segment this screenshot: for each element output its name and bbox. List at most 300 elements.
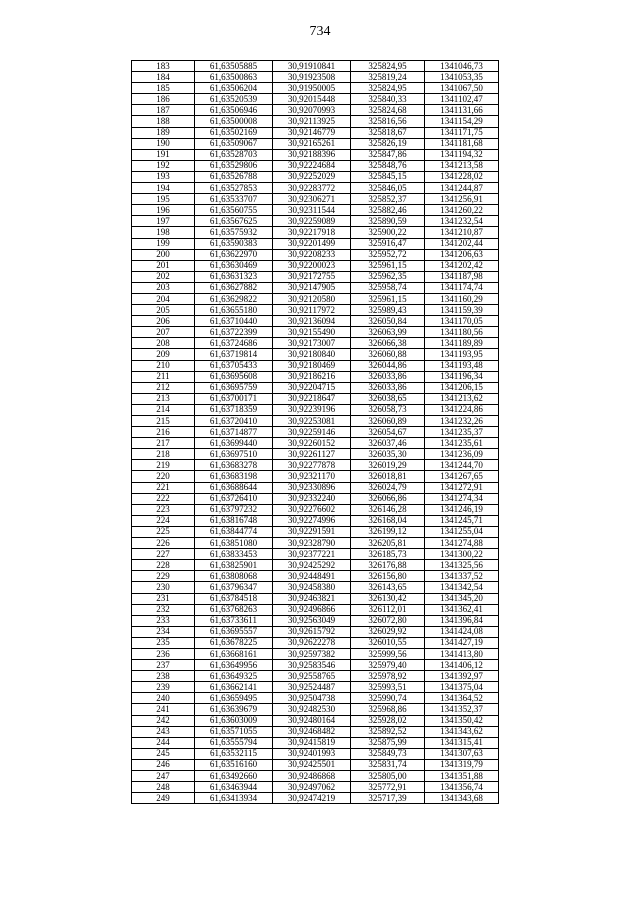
longitude-cell: 30,92136094	[273, 316, 351, 327]
table-row	[132, 504, 499, 515]
longitude-cell: 30,92458380	[273, 582, 351, 593]
point-number-cell: 185	[132, 83, 195, 94]
longitude-cell: 30,92117972	[273, 305, 351, 316]
x-coordinate-cell: 325824,95	[351, 61, 425, 72]
table-row	[132, 660, 499, 671]
point-number-cell: 206	[132, 316, 195, 327]
x-coordinate-cell: 325846,05	[351, 183, 425, 194]
x-coordinate-cell: 326033,86	[351, 371, 425, 382]
table-row	[132, 349, 499, 360]
longitude-cell: 30,91923508	[273, 72, 351, 83]
table-row	[132, 360, 499, 371]
table-row	[132, 582, 499, 593]
x-coordinate-cell: 325848,76	[351, 160, 425, 171]
latitude-cell: 61,63463944	[195, 782, 273, 793]
point-number-cell: 219	[132, 460, 195, 471]
point-number-cell: 248	[132, 782, 195, 793]
point-number-cell: 204	[132, 293, 195, 304]
latitude-cell: 61,63726410	[195, 493, 273, 504]
y-coordinate-cell: 1341171,75	[425, 127, 499, 138]
table-row	[132, 260, 499, 271]
longitude-cell: 30,92217918	[273, 227, 351, 238]
point-number-cell: 228	[132, 560, 195, 571]
x-coordinate-cell: 325952,72	[351, 249, 425, 260]
x-coordinate-cell: 325928,02	[351, 715, 425, 726]
longitude-cell: 30,92155490	[273, 327, 351, 338]
x-coordinate-cell: 325916,47	[351, 238, 425, 249]
longitude-cell: 30,92583546	[273, 660, 351, 671]
latitude-cell: 61,63683198	[195, 471, 273, 482]
longitude-cell: 30,92463821	[273, 593, 351, 604]
y-coordinate-cell: 1341406,12	[425, 660, 499, 671]
table-row	[132, 615, 499, 626]
longitude-cell: 30,92261127	[273, 449, 351, 460]
x-coordinate-cell: 325875,99	[351, 737, 425, 748]
latitude-cell: 61,63655180	[195, 305, 273, 316]
y-coordinate-cell: 1341345,20	[425, 593, 499, 604]
table-row	[132, 160, 499, 171]
latitude-cell: 61,63533707	[195, 194, 273, 205]
x-coordinate-cell: 325840,33	[351, 94, 425, 105]
latitude-cell: 61,63555794	[195, 737, 273, 748]
x-coordinate-cell: 325979,40	[351, 660, 425, 671]
latitude-cell: 61,63724686	[195, 338, 273, 349]
x-coordinate-cell: 325882,46	[351, 205, 425, 216]
point-number-cell: 201	[132, 260, 195, 271]
x-coordinate-cell: 325852,37	[351, 194, 425, 205]
x-coordinate-cell: 326063,99	[351, 327, 425, 338]
x-coordinate-cell: 325900,22	[351, 227, 425, 238]
point-number-cell: 234	[132, 626, 195, 637]
latitude-cell: 61,63688644	[195, 482, 273, 493]
latitude-cell: 61,63697510	[195, 449, 273, 460]
point-number-cell: 249	[132, 793, 195, 804]
latitude-cell: 61,63695557	[195, 626, 273, 637]
table-row	[132, 427, 499, 438]
x-coordinate-cell: 326037,46	[351, 438, 425, 449]
point-number-cell: 232	[132, 604, 195, 615]
x-coordinate-cell: 326199,12	[351, 526, 425, 537]
longitude-cell: 30,92486868	[273, 771, 351, 782]
y-coordinate-cell: 1341160,29	[425, 293, 499, 304]
latitude-cell: 61,63603009	[195, 715, 273, 726]
latitude-cell: 61,63700171	[195, 393, 273, 404]
y-coordinate-cell: 1341180,56	[425, 327, 499, 338]
latitude-cell: 61,63528703	[195, 149, 273, 160]
x-coordinate-cell: 326050,84	[351, 316, 425, 327]
longitude-cell: 30,92218647	[273, 393, 351, 404]
point-number-cell: 197	[132, 216, 195, 227]
table-row	[132, 83, 499, 94]
latitude-cell: 61,63768263	[195, 604, 273, 615]
y-coordinate-cell: 1341213,62	[425, 393, 499, 404]
point-number-cell: 224	[132, 515, 195, 526]
x-coordinate-cell: 325818,67	[351, 127, 425, 138]
y-coordinate-cell: 1341392,97	[425, 671, 499, 682]
point-number-cell: 220	[132, 471, 195, 482]
y-coordinate-cell: 1341193,95	[425, 349, 499, 360]
x-coordinate-cell: 326044,86	[351, 360, 425, 371]
table-row	[132, 538, 499, 549]
y-coordinate-cell: 1341274,88	[425, 538, 499, 549]
table-row	[132, 526, 499, 537]
table-row	[132, 249, 499, 260]
longitude-cell: 30,92615792	[273, 626, 351, 637]
latitude-cell: 61,63526788	[195, 171, 273, 182]
y-coordinate-cell: 1341245,71	[425, 515, 499, 526]
y-coordinate-cell: 1341255,04	[425, 526, 499, 537]
latitude-cell: 61,63527853	[195, 183, 273, 194]
point-number-cell: 244	[132, 737, 195, 748]
x-coordinate-cell: 325978,92	[351, 671, 425, 682]
y-coordinate-cell: 1341202,42	[425, 260, 499, 271]
table-row	[132, 183, 499, 194]
y-coordinate-cell: 1341356,74	[425, 782, 499, 793]
x-coordinate-cell: 326066,38	[351, 338, 425, 349]
x-coordinate-cell: 326029,92	[351, 626, 425, 637]
latitude-cell: 61,63714877	[195, 427, 273, 438]
point-number-cell: 209	[132, 349, 195, 360]
point-number-cell: 186	[132, 94, 195, 105]
x-coordinate-cell: 326060,88	[351, 349, 425, 360]
x-coordinate-cell: 325772,91	[351, 782, 425, 793]
longitude-cell: 30,92597382	[273, 648, 351, 659]
longitude-cell: 30,92224684	[273, 160, 351, 171]
point-number-cell: 208	[132, 338, 195, 349]
y-coordinate-cell: 1341213,58	[425, 160, 499, 171]
point-number-cell: 216	[132, 427, 195, 438]
latitude-cell: 61,63500008	[195, 116, 273, 127]
x-coordinate-cell: 326054,67	[351, 427, 425, 438]
x-coordinate-cell: 326146,28	[351, 504, 425, 515]
point-number-cell: 243	[132, 726, 195, 737]
table-row	[132, 271, 499, 282]
table-row	[132, 693, 499, 704]
longitude-cell: 30,92165261	[273, 138, 351, 149]
longitude-cell: 30,92306271	[273, 194, 351, 205]
latitude-cell: 61,63502169	[195, 127, 273, 138]
table-row	[132, 393, 499, 404]
longitude-cell: 30,91910841	[273, 61, 351, 72]
longitude-cell: 30,92277878	[273, 460, 351, 471]
longitude-cell: 30,92259089	[273, 216, 351, 227]
table-row	[132, 227, 499, 238]
table-row	[132, 493, 499, 504]
y-coordinate-cell: 1341343,68	[425, 793, 499, 804]
table-row	[132, 382, 499, 393]
longitude-cell: 30,92504738	[273, 693, 351, 704]
longitude-cell: 30,92330896	[273, 482, 351, 493]
point-number-cell: 218	[132, 449, 195, 460]
point-number-cell: 246	[132, 759, 195, 770]
longitude-cell: 30,92276602	[273, 504, 351, 515]
x-coordinate-cell: 325999,56	[351, 648, 425, 659]
latitude-cell: 61,63695759	[195, 382, 273, 393]
point-number-cell: 188	[132, 116, 195, 127]
point-number-cell: 190	[132, 138, 195, 149]
table-row	[132, 61, 499, 72]
y-coordinate-cell: 1341267,65	[425, 471, 499, 482]
y-coordinate-cell: 1341351,88	[425, 771, 499, 782]
x-coordinate-cell: 325845,15	[351, 171, 425, 182]
longitude-cell: 30,92425292	[273, 560, 351, 571]
y-coordinate-cell: 1341256,91	[425, 194, 499, 205]
x-coordinate-cell: 325892,52	[351, 726, 425, 737]
longitude-cell: 30,92558765	[273, 671, 351, 682]
point-number-cell: 200	[132, 249, 195, 260]
longitude-cell: 30,92147905	[273, 282, 351, 293]
y-coordinate-cell: 1341196,34	[425, 371, 499, 382]
y-coordinate-cell: 1341193,48	[425, 360, 499, 371]
latitude-cell: 61,63784518	[195, 593, 273, 604]
table-row	[132, 560, 499, 571]
x-coordinate-cell: 325717,39	[351, 793, 425, 804]
point-number-cell: 236	[132, 648, 195, 659]
x-coordinate-cell: 325968,86	[351, 704, 425, 715]
table-row	[132, 637, 499, 648]
latitude-cell: 61,63733611	[195, 615, 273, 626]
longitude-cell: 30,92482530	[273, 704, 351, 715]
x-coordinate-cell: 325962,35	[351, 271, 425, 282]
y-coordinate-cell: 1341362,41	[425, 604, 499, 615]
table-row	[132, 194, 499, 205]
latitude-cell: 61,63639679	[195, 704, 273, 715]
latitude-cell: 61,63532115	[195, 748, 273, 759]
latitude-cell: 61,63627882	[195, 282, 273, 293]
table-row	[132, 460, 499, 471]
latitude-cell: 61,63833453	[195, 549, 273, 560]
point-number-cell: 202	[132, 271, 195, 282]
x-coordinate-cell: 326112,01	[351, 604, 425, 615]
y-coordinate-cell: 1341174,74	[425, 282, 499, 293]
y-coordinate-cell: 1341319,79	[425, 759, 499, 770]
table-row	[132, 116, 499, 127]
longitude-cell: 30,92259146	[273, 427, 351, 438]
latitude-cell: 61,63662141	[195, 682, 273, 693]
table-row	[132, 737, 499, 748]
latitude-cell: 61,63622970	[195, 249, 273, 260]
table-row	[132, 648, 499, 659]
table-row	[132, 593, 499, 604]
latitude-cell: 61,63505885	[195, 61, 273, 72]
latitude-cell: 61,63560755	[195, 205, 273, 216]
point-number-cell: 230	[132, 582, 195, 593]
x-coordinate-cell: 325824,68	[351, 105, 425, 116]
latitude-cell: 61,63722399	[195, 327, 273, 338]
latitude-cell: 61,63649956	[195, 660, 273, 671]
latitude-cell: 61,63816748	[195, 515, 273, 526]
latitude-cell: 61,63796347	[195, 582, 273, 593]
y-coordinate-cell: 1341210,87	[425, 227, 499, 238]
table-row	[132, 371, 499, 382]
table-row	[132, 626, 499, 637]
latitude-cell: 61,63509067	[195, 138, 273, 149]
y-coordinate-cell: 1341260,22	[425, 205, 499, 216]
y-coordinate-cell: 1341224,86	[425, 404, 499, 415]
point-number-cell: 227	[132, 549, 195, 560]
longitude-cell: 30,92173007	[273, 338, 351, 349]
longitude-cell: 30,92332240	[273, 493, 351, 504]
longitude-cell: 30,92401993	[273, 748, 351, 759]
table-row	[132, 438, 499, 449]
y-coordinate-cell: 1341244,70	[425, 460, 499, 471]
latitude-cell: 61,63631323	[195, 271, 273, 282]
latitude-cell: 61,63844774	[195, 526, 273, 537]
longitude-cell: 30,92524487	[273, 682, 351, 693]
longitude-cell: 30,92283772	[273, 183, 351, 194]
point-number-cell: 222	[132, 493, 195, 504]
y-coordinate-cell: 1341244,87	[425, 183, 499, 194]
longitude-cell: 30,92188396	[273, 149, 351, 160]
latitude-cell: 61,63516160	[195, 759, 273, 770]
x-coordinate-cell: 326058,73	[351, 404, 425, 415]
x-coordinate-cell: 325961,15	[351, 293, 425, 304]
table-row	[132, 782, 499, 793]
y-coordinate-cell: 1341236,09	[425, 449, 499, 460]
latitude-cell: 61,63699440	[195, 438, 273, 449]
longitude-cell: 30,92260152	[273, 438, 351, 449]
table-row	[132, 715, 499, 726]
x-coordinate-cell: 325826,19	[351, 138, 425, 149]
point-number-cell: 237	[132, 660, 195, 671]
longitude-cell: 30,92311544	[273, 205, 351, 216]
latitude-cell: 61,63808068	[195, 571, 273, 582]
x-coordinate-cell: 326060,89	[351, 416, 425, 427]
y-coordinate-cell: 1341067,50	[425, 83, 499, 94]
x-coordinate-cell: 326024,79	[351, 482, 425, 493]
longitude-cell: 30,92015448	[273, 94, 351, 105]
longitude-cell: 30,92377221	[273, 549, 351, 560]
point-number-cell: 226	[132, 538, 195, 549]
table-row	[132, 127, 499, 138]
longitude-cell: 30,92180469	[273, 360, 351, 371]
point-number-cell: 223	[132, 504, 195, 515]
latitude-cell: 61,63718359	[195, 404, 273, 415]
y-coordinate-cell: 1341131,66	[425, 105, 499, 116]
x-coordinate-cell: 325989,43	[351, 305, 425, 316]
y-coordinate-cell: 1341337,52	[425, 571, 499, 582]
latitude-cell: 61,63529806	[195, 160, 273, 171]
point-number-cell: 207	[132, 327, 195, 338]
y-coordinate-cell: 1341189,89	[425, 338, 499, 349]
y-coordinate-cell: 1341342,54	[425, 582, 499, 593]
longitude-cell: 30,92113925	[273, 116, 351, 127]
y-coordinate-cell: 1341235,61	[425, 438, 499, 449]
y-coordinate-cell: 1341307,63	[425, 748, 499, 759]
y-coordinate-cell: 1341102,47	[425, 94, 499, 105]
y-coordinate-cell: 1341232,54	[425, 216, 499, 227]
x-coordinate-cell: 326156,80	[351, 571, 425, 582]
x-coordinate-cell: 326143,65	[351, 582, 425, 593]
longitude-cell: 30,92321170	[273, 471, 351, 482]
longitude-cell: 30,92474219	[273, 793, 351, 804]
x-coordinate-cell: 325961,15	[351, 260, 425, 271]
table-row	[132, 216, 499, 227]
latitude-cell: 61,63567625	[195, 216, 273, 227]
x-coordinate-cell: 326130,42	[351, 593, 425, 604]
point-number-cell: 183	[132, 61, 195, 72]
latitude-cell: 61,63695608	[195, 371, 273, 382]
point-number-cell: 229	[132, 571, 195, 582]
point-number-cell: 191	[132, 149, 195, 160]
x-coordinate-cell: 326010,55	[351, 637, 425, 648]
latitude-cell: 61,63590383	[195, 238, 273, 249]
point-number-cell: 187	[132, 105, 195, 116]
longitude-cell: 30,92201499	[273, 238, 351, 249]
table-row	[132, 404, 499, 415]
point-number-cell: 221	[132, 482, 195, 493]
longitude-cell: 30,91950005	[273, 83, 351, 94]
y-coordinate-cell: 1341187,98	[425, 271, 499, 282]
latitude-cell: 61,63851080	[195, 538, 273, 549]
point-number-cell: 192	[132, 160, 195, 171]
table-row	[132, 149, 499, 160]
point-number-cell: 214	[132, 404, 195, 415]
longitude-cell: 30,92425501	[273, 759, 351, 770]
table-row	[132, 604, 499, 615]
longitude-cell: 30,92146779	[273, 127, 351, 138]
table-row	[132, 316, 499, 327]
table-row	[132, 171, 499, 182]
y-coordinate-cell: 1341154,29	[425, 116, 499, 127]
point-number-cell: 210	[132, 360, 195, 371]
table-row	[132, 571, 499, 582]
latitude-cell: 61,63683278	[195, 460, 273, 471]
table-row	[132, 471, 499, 482]
table-row	[132, 238, 499, 249]
x-coordinate-cell: 325847,86	[351, 149, 425, 160]
y-coordinate-cell: 1341364,52	[425, 693, 499, 704]
table-row	[132, 94, 499, 105]
x-coordinate-cell: 326185,73	[351, 549, 425, 560]
y-coordinate-cell: 1341375,04	[425, 682, 499, 693]
table-row	[132, 748, 499, 759]
y-coordinate-cell: 1341206,15	[425, 382, 499, 393]
latitude-cell: 61,63678225	[195, 637, 273, 648]
y-coordinate-cell: 1341343,62	[425, 726, 499, 737]
y-coordinate-cell: 1341350,42	[425, 715, 499, 726]
longitude-cell: 30,92180840	[273, 349, 351, 360]
x-coordinate-cell: 325993,51	[351, 682, 425, 693]
longitude-cell: 30,92070993	[273, 105, 351, 116]
point-number-cell: 247	[132, 771, 195, 782]
x-coordinate-cell: 325824,95	[351, 83, 425, 94]
x-coordinate-cell: 325819,24	[351, 72, 425, 83]
longitude-cell: 30,92186216	[273, 371, 351, 382]
longitude-cell: 30,92622278	[273, 637, 351, 648]
y-coordinate-cell: 1341315,41	[425, 737, 499, 748]
x-coordinate-cell: 326066,86	[351, 493, 425, 504]
table-row	[132, 293, 499, 304]
point-number-cell: 245	[132, 748, 195, 759]
longitude-cell: 30,92252029	[273, 171, 351, 182]
point-number-cell: 238	[132, 671, 195, 682]
point-number-cell: 225	[132, 526, 195, 537]
latitude-cell: 61,63710440	[195, 316, 273, 327]
point-number-cell: 241	[132, 704, 195, 715]
x-coordinate-cell: 326176,88	[351, 560, 425, 571]
y-coordinate-cell: 1341159,39	[425, 305, 499, 316]
table-row	[132, 515, 499, 526]
latitude-cell: 61,63797232	[195, 504, 273, 515]
y-coordinate-cell: 1341053,35	[425, 72, 499, 83]
y-coordinate-cell: 1341272,91	[425, 482, 499, 493]
latitude-cell: 61,63825901	[195, 560, 273, 571]
y-coordinate-cell: 1341352,37	[425, 704, 499, 715]
table-row	[132, 72, 499, 83]
latitude-cell: 61,63668161	[195, 648, 273, 659]
point-number-cell: 195	[132, 194, 195, 205]
